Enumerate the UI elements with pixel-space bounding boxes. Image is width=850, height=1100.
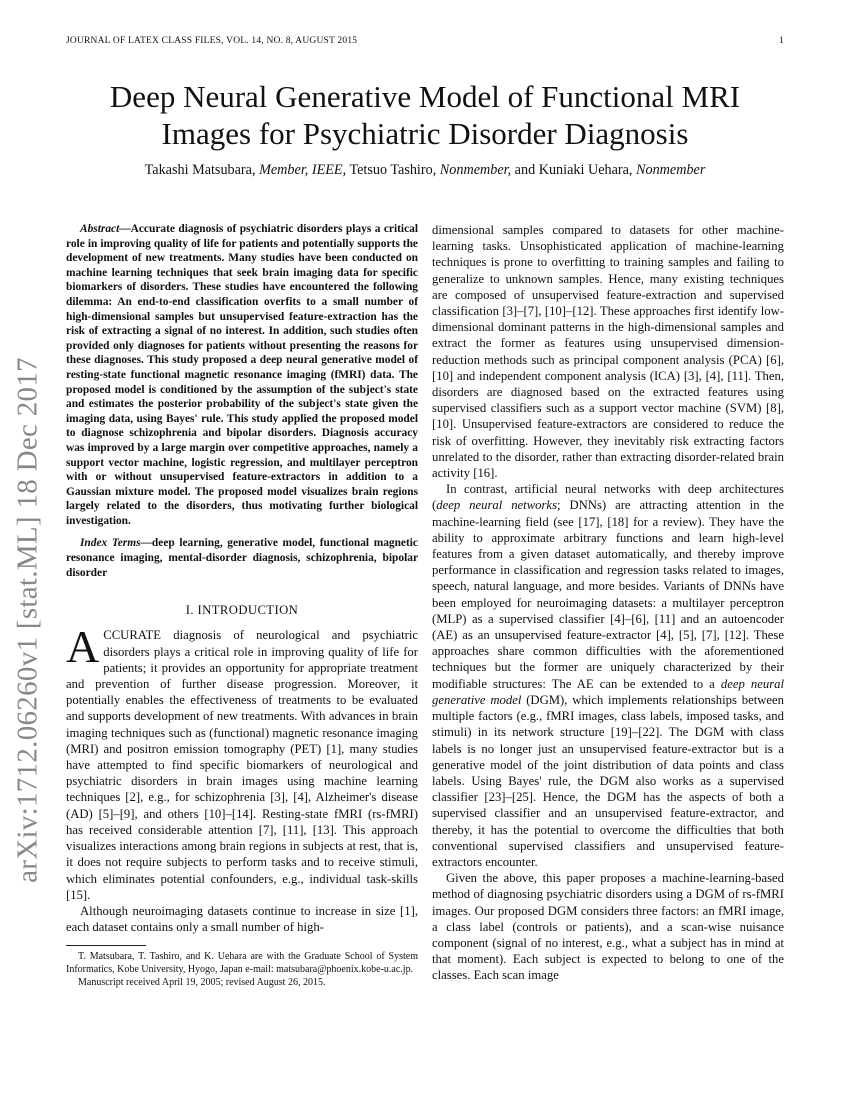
footnote-manuscript: Manuscript received April 19, 2005; revised August 26, 2015. xyxy=(78,976,326,988)
p2-emphasis-dnn: deep neural networks xyxy=(436,498,558,513)
body-paragraph-1: dimensional samples compared to datasets for other machine-learning tasks. Unsophisticated application of machine-learning techniques is prone to overfitting to training samples and failing to generalize to unknown samples. Hence, many existing techniques are composed of unsupervised feature-extraction and supervised classification [3]–[7], [10]–[12]. These approaches first identify low-dimensional dominant patterns in the high-dimensional samples and extract the former as features using unsupervised dimension-reduction methods such as principal component analysis (PCA) [6], [10] and independent component analysis (ICA) [3], [4], [11]. Then, disorders are diagnosed based on the extracted features using supervised classifiers such as a support vector machine (SVM) [8], [10]. Unsupervised feature-extractors are considered to reduce the risk of overfitting. However, they inevitably risk extracting factors unrelated to the disorder, rather than extracting disorder-related brain activity [16]. xyxy=(432,223,784,481)
footnote-affiliation: T. Matsubara, T. Tashiro, and K. Uehara are with the Graduate School of System Informatics, Kobe University, Hyogo, Japan e-mail: matsubara@phoenix.kobe-u.ac.jp. xyxy=(66,951,418,975)
p2-part-a: In contrast, artificial neural networks with deep architectures ( xyxy=(432,482,784,513)
drop-cap: A xyxy=(66,621,100,673)
left-column xyxy=(66,222,418,989)
abstract-label: Abstract xyxy=(80,223,120,235)
index-terms-label: Index Terms xyxy=(80,537,141,550)
footnote-rule xyxy=(66,945,146,946)
body-paragraph-3: Given the above, this paper proposes a machine-learning-based method of diagnosing psychiatric disorders using a DGM of rs-fMRI images. Our proposed DGM considers three factors: an fMRI image, a class label (controls or patients), and a scan-wise nuisance component (signal of no interest, e.g., what a subject has in mind at that moment). Each subject is expected to belong to one of the classes. Each scan image xyxy=(432,871,784,983)
author-2: Tetsuo Tashiro, xyxy=(349,162,437,178)
p2-emphasis-dgm: deep neural generative model xyxy=(432,676,785,707)
abstract xyxy=(66,222,418,528)
title-line-2: Images for Psychiatric Disorder Diagnosis xyxy=(161,116,689,151)
journal-name: JOURNAL OF LATEX CLASS FILES, VOL. 14, NO. 8, AUGUST 2015 xyxy=(66,36,358,46)
title-line-1: Deep Neural Generative Model of Functional MRI xyxy=(109,79,741,114)
author-3: and Kuniaki Uehara, xyxy=(514,162,633,178)
running-header xyxy=(66,36,784,46)
intro-paragraph-1 xyxy=(66,621,418,902)
author-list xyxy=(0,162,850,179)
index-terms xyxy=(66,536,418,580)
arxiv-stamp xyxy=(2,357,54,883)
paper-title xyxy=(0,78,850,152)
body-paragraph-2 xyxy=(432,481,784,870)
right-column xyxy=(432,222,784,984)
abstract-text: —Accurate diagnosis of psychiatric disorders plays a critical role in improving quality of life for patients and potentially supports the development of new treatments. Many studies have been conducted on machine learning techniques that seek brain imaging data for specific biomarkers of disorders. These studies have encountered the following dilemma: An end-to-end classification overfits to a small number of high-dimensional samples but unsupervised feature-extraction has the risk of extracting a signal of no interest. In addition, such studies often provided only diagnoses for patients without presenting the reasons for these diagnoses. This study proposed a deep neural generative model of resting-state functional magnetic resonance imaging (fMRI) data. The proposed model is conditioned by the assumption of the subject's state and estimates the posterior probability of the subject's state given the imaging data, using Bayes' rule. This study applied the proposed model to diagnose schizophrenia and bipolar disorders. Diagnosis accuracy was improved by a large margin over competitive approaches, namely a support vector machine, logistic regression, and multilayer perceptron with or without unsupervised feature-extractors in addition to a Gaussian mixture model. The proposed model visualizes brain regions largely related to the disorders, thus motivating further biological investigation. xyxy=(66,223,418,527)
author-1: Takashi Matsubara, xyxy=(144,162,256,178)
p2-part-c: (DGM), which implements relationships between multiple factors (e.g., fMRI images, class labels, imposed tasks, and stimuli) in its network structure [19]–[22]. The DGM with class labels is no longer just an unsupervised feature-extractor but is a generative model of the joint distribution of data points and class labels. Using Bayes' rule, the DGM also works as a supervised classifier [23]–[25]. Hence, the DGM has the aspects of both a supervised classifier and an unsupervised feature-extractor, and thereby, it has the potential to overcome the difficulties that both conventional supervised classifiers and unsupervised feature-extractors encounter. xyxy=(432,692,784,869)
section-heading: I. INTRODUCTION xyxy=(185,603,299,618)
author-2-role: Nonmember, xyxy=(439,162,512,178)
intro-p1-text: CCURATE diagnosis of neurological and psychiatric disorders plays a critical role in improving quality of life for patients; it provides an opportunity for appropriate treatment and prevention of further disease progression. Moreover, it potentially enables the effectiveness of treatments to be evaluated and supports development of new treatments. With advances in brain imaging techniques such as (functional) magnetic resonance imaging (MRI) and positron emission tomography (PET) [1], many studies have attempted to find specific biomarkers of neurological and psychiatric disorders in brain images using machine learning techniques [2], e.g., for schizophrenia [3], [4], Alzheimer's disease (AD) [5]–[9], and others [10]–[14]. Resting-state fMRI (rs-fMRI) has received considerable attention [7], [11], [13]. This approach visualizes interactions among brain regions in subjects at rest, that is, it does not require subjects to perform tasks and to receive stimuli, which eliminates potential confounders, e.g., individual task-skills [15]. xyxy=(66,628,418,902)
page-number: 1 xyxy=(779,36,784,46)
intro-paragraph-2: Although neuroimaging datasets continue to increase in size [1], each dataset contains only a small number of high- xyxy=(66,903,418,935)
author-3-role: Nonmember xyxy=(636,162,706,178)
index-terms-text: —deep learning, generative model, functional magnetic resonance imaging, mental-disorder diagnosis, schizophrenia, bipolar disorder xyxy=(66,537,418,579)
p2-part-b: ; DNNs) are attracting attention in the machine-learning field (see [17], [18] for a review). They have the ability to approximate arbitrary functions and learn high-level features from a given dataset automatically, and thereby improve performance in classification and regression tasks related to images, speech, natural language, and more besides. Variants of DNNs have been employed for neuroimaging datasets: a multilayer perceptron (MLP) as a supervised classifier [4]–[6], [11] and an autoencoder (AE) as an unsupervised feature-extractor [4], [5], [7], [12]. These approaches share common difficulties with the aforementioned techniques but the former are uniquely characterized by their modifiable structures: The AE can be extended to a xyxy=(432,498,784,691)
arxiv-stamp-text: arXiv:1712.06260v1 [stat.ML] 18 Dec 2017 xyxy=(11,357,44,883)
author-1-role: Member, IEEE, xyxy=(259,162,347,178)
